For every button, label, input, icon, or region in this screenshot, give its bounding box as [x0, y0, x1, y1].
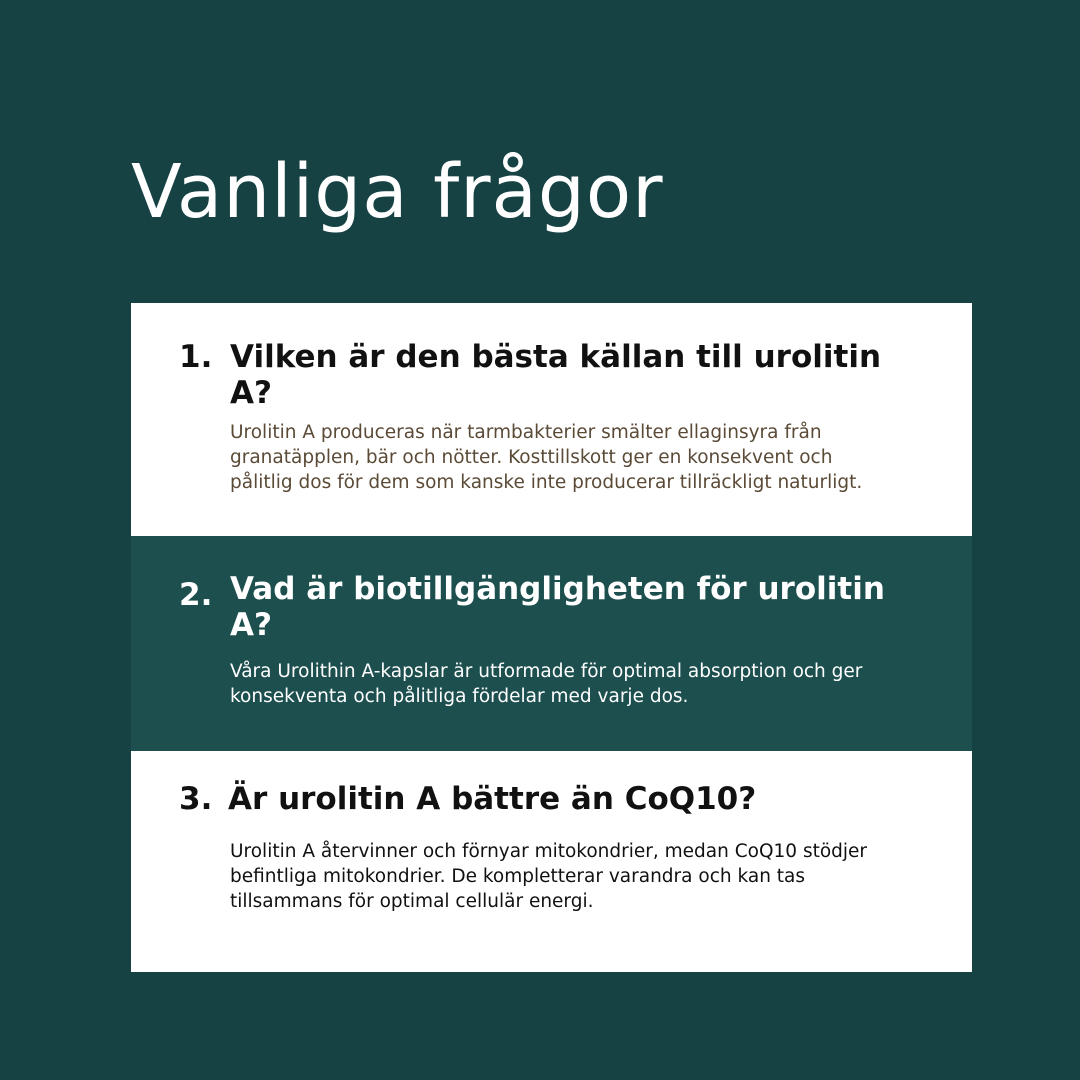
faq-number: 2. — [179, 577, 213, 613]
faq-answer: Våra Urolithin A-kapslar är utformade för optimal absorption och ger konsekventa och pålitliga fördelar med varje dos. — [230, 661, 863, 707]
faq-answer: Urolitin A återvinner och förnyar mitokondrier, medan CoQ10 stödjer befintliga mitokondrier. De kompletterar varandra och kan tas tillsammans för optimal cellulär energi. — [230, 841, 868, 912]
faq-item-3 — [131, 751, 972, 972]
faq-question: Vilken är den bästa källan till urolitin A? — [230, 339, 882, 411]
faq-number: 1. — [179, 339, 213, 375]
faq-number: 3. — [179, 781, 213, 817]
page-title: Vanliga frågor — [131, 149, 664, 235]
faq-question: Vad är biotillgängligheten för urolitin A? — [230, 571, 885, 643]
faq-list — [131, 303, 972, 972]
faq-answer: Urolitin A produceras när tarmbakterier smälter ellaginsyra från granatäpplen, bär och nötter. Kosttillskott ger en konsekvent och pålitlig dos för dem som kanske inte producerar tillräckligt naturligt. — [230, 422, 863, 493]
faq-question: Är urolitin A bättre än CoQ10? — [228, 781, 757, 817]
faq-item-1 — [131, 303, 972, 536]
faq-item-2 — [131, 536, 972, 751]
